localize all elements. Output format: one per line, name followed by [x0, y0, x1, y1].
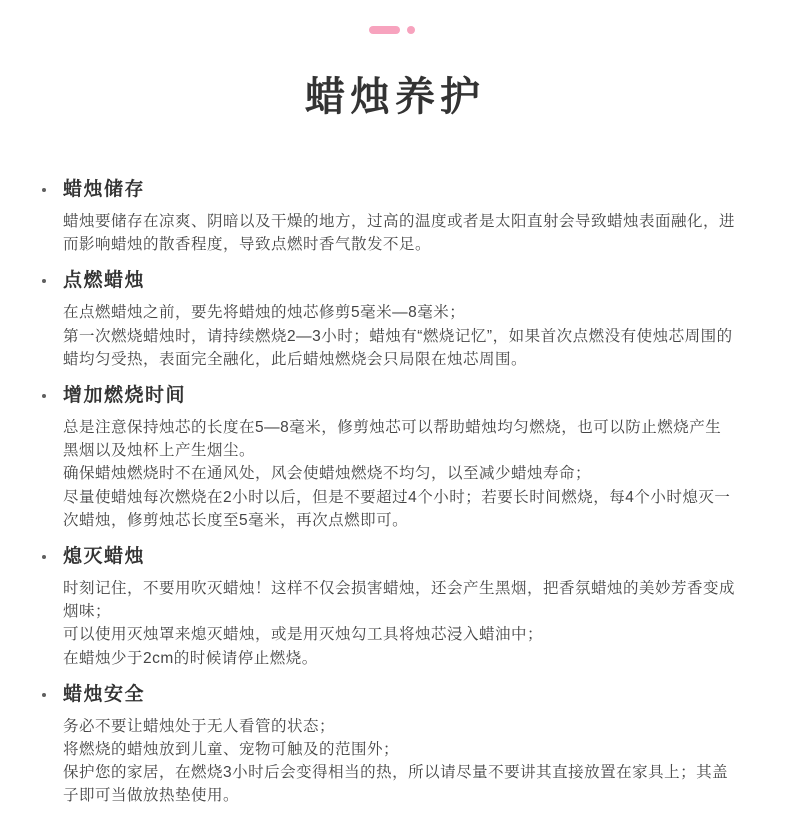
- section-body: [63, 301, 735, 371]
- bullet-dot-icon: [42, 279, 46, 283]
- pink-dot-icon: [407, 26, 415, 34]
- section-extinguish-candle: [63, 546, 735, 670]
- section-heading-label: 蜡烛安全: [63, 683, 146, 705]
- body-paragraph: 在点燃蜡烛之前，要先将蜡烛的烛芯修剪5毫米—8毫米；: [63, 304, 466, 322]
- body-paragraph: 蜡烛要储存在凉爽、阴暗以及干燥的地方，过高的温度或者是太阳直射会导致蜡烛表面融化，进而影响蜡烛的散香程度，导致点燃时香气散发不足。: [63, 213, 736, 254]
- section-body: [63, 210, 735, 256]
- body-paragraph: 总是注意保持烛芯的长度在5—8毫米，修剪烛芯可以帮助蜡烛均匀燃烧，也可以防止燃烧产生黑烟以及烛杯上产生烟尘。: [63, 419, 722, 460]
- bullet-dot-icon: [42, 555, 46, 559]
- section-heading: [63, 179, 735, 201]
- section-lighting-candle: [63, 270, 735, 371]
- page-title: 蜡烛养护: [305, 75, 485, 119]
- section-body: [63, 416, 735, 532]
- bullet-dot-icon: [42, 188, 46, 192]
- body-paragraph: 可以使用灭烛罩来熄灭蜡烛，或是用灭烛勾工具将烛芯浸入蜡油中；: [63, 626, 544, 644]
- section-heading-label: 熄灭蜡烛: [63, 546, 146, 568]
- section-heading-label: 蜡烛储存: [63, 179, 146, 200]
- section-heading: [63, 270, 735, 292]
- body-paragraph: 时刻记住，不要用吹灭蜡烛！这样不仅会损害蜡烛，还会产生黑烟，把香氛蜡烛的美妙芳香变成烟味；: [63, 580, 736, 621]
- body-paragraph: 将燃烧的蜡烛放到儿童、宠物可触及的范围外；: [63, 741, 400, 759]
- section-body: [63, 577, 735, 670]
- body-paragraph: 务必不要让蜡烛处于无人看管的状态；: [63, 717, 336, 735]
- title-decoration: [0, 0, 787, 34]
- section-heading: [63, 684, 735, 706]
- section-candle-safety: [63, 684, 735, 808]
- pink-dash-icon: [369, 26, 400, 34]
- body-paragraph: 确保蜡烛燃烧时不在通风处，风会使蜡烛燃烧不均匀，以至减少蜡烛寿命；: [63, 465, 592, 483]
- body-paragraph: 在蜡烛少于2cm的时候请停止燃烧。: [63, 649, 318, 667]
- section-increase-burn-time: [63, 385, 735, 532]
- body-paragraph: 保护您的家居，在燃烧3小时后会变得相当的热，所以请尽量不要讲其直接放置在家具上；其盖子即可当做放热垫使用。: [63, 764, 729, 805]
- section-heading-label: 增加燃烧时间: [63, 385, 187, 407]
- section-heading-label: 点燃蜡烛: [63, 270, 146, 292]
- section-body: [63, 715, 735, 808]
- bullet-dot-icon: [42, 394, 46, 398]
- section-candle-storage: [63, 179, 735, 256]
- body-paragraph: 尽量使蜡烛每次燃烧在2小时以后，但是不要超过4个小时；若要长时间燃烧，每4个小时熄灭一次蜡烛，修剪烛芯长度至5毫米，再次点燃即可。: [63, 488, 731, 529]
- bullet-dot-icon: [42, 693, 46, 697]
- section-heading: [63, 385, 735, 407]
- section-heading: [63, 546, 735, 568]
- body-paragraph: 第一次燃烧蜡烛时，请持续燃烧2—3小时；蜡烛有“燃烧记忆”，如果首次点燃没有使烛芯周围的蜡均匀受热，表面完全融化，此后蜡烛燃烧会只局限在烛芯周围。: [63, 327, 733, 368]
- sections-container: [0, 179, 790, 840]
